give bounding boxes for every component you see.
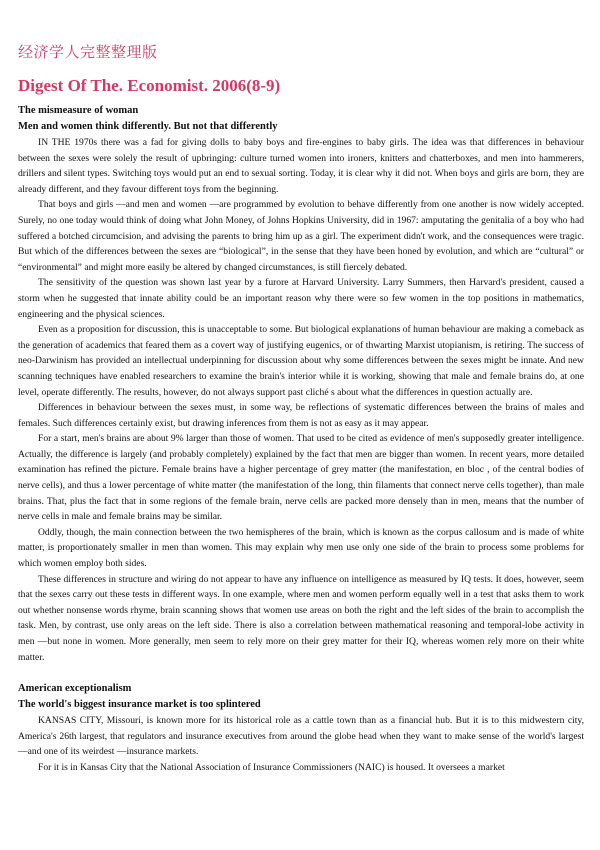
paragraph: These differences in structure and wiring do not appear to have any influence on intelligence as measured by IQ tests. It does, however, seem that the sexes carry out these tests in different ways. In one example, where men and women perform equally well in a test that asks them to work out whether nonsense words rhyme, brain scanning shows that women use areas on both the right and the left sides of the brain to accomplish the task. Men, by contrast, use only areas on the left side. There is also a correlation between mathematical reasoning and temporal-lobe activity in men —but none in women. More generally, men seem to rely more on their grey matter for their IQ, whereas women rely more on their white matter. <box>18 573 584 663</box>
section-gap <box>18 665 584 681</box>
paragraph: Differences in behaviour between the sexes must, in some way, be reflections of systematic differences between the brains of males and females. Such differences certainly exist, but drawing inferences from them is not as easy as it may appear. <box>18 402 584 429</box>
paragraph: That boys and girls —and men and women —are programmed by evolution to behave differently from one another is now widely accepted. Surely, no one today would think of doing what John Money, of Johns Hopkins University, did in 1967: amputating the genitalia of a boy who had suffered a botched circumcision, and advising the parents to bring him up as a girl. The experiment didn't work, and the consequences were tragic. But which of the differences between the sexes are “biological”, in the sense that they have been honed by evolution, and which are “cultural” or “environmental” and might more easily be altered by changed circumstances, is still fiercely debated. <box>18 199 584 273</box>
digest-title: Digest Of The. Economist. 2006(8-9) <box>18 76 281 95</box>
paragraph: The sensitivity of the question was shown last year by a furore at Harvard University. Larry Summers, then Harvard's president, caused a storm when he suggested that innate ability could be an important reason why there were so few women in the top positions in mathematics, engineering and the physical sciences. <box>18 277 584 320</box>
article-2-subtitle: The world's biggest insurance market is too splintered <box>18 699 261 711</box>
article-1-title: The mismeasure of woman <box>18 105 139 116</box>
article-1-subtitle: Men and women think differently. But not that differently <box>18 121 278 132</box>
article-body <box>18 103 584 776</box>
paragraph: Even as a proposition for discussion, this is unacceptable to some. But biological explanations of human behaviour are making a comeback as the generation of academics that feared them as a covert way of justifying eugenics, or of thwarting Marxist utopianism, is retiring. The success of neo-Darwinism has provided an intellectual underpinning for discussion about why some differences between the sexes might be innate. And new scanning techniques have enabled researchers to examine the brain's interior while it is working, showing that male and female brains do, at one level, operate differently. The results, however, do not always support past cliché s about what the differences in question actually are. <box>18 324 584 398</box>
paragraph: For a start, men's brains are about 9% larger than those of women. That used to be cited as evidence of men's supposedly greater intelligence. Actually, the difference is largely (and probably completely) explained by the fact that men are bigger than women. In recent years, more detailed examination has refined the picture. Female brains have a higher percentage of grey matter (the manifestation, en bloc , of the central bodies of nerve cells), and thus a lower percentage of white matter (the manifestation of the long, thin filaments that connect nerve cells together), than male brains. That, plus the fact that in some regions of the female brain, nerve cells are packed more densely than in men, means that the number of nerve cells in male and female brains may be similar. <box>18 433 584 523</box>
brand-header: 经济学人完整整理版 <box>18 43 158 61</box>
paragraph: For it is in Kansas City that the National Association of Insurance Commissioners (NAIC) is housed. It oversees a market <box>38 761 505 773</box>
article-2-title: American exceptionalism <box>18 683 132 695</box>
paragraph: IN THE 1970s there was a fad for giving dolls to baby boys and fire-engines to baby girls. The idea was that differences in behaviour between the sexes were solely the result of upbringing: culture turned women into ironers, knitters and chatterboxes, and men into hammerers, drillers and silent types. Switching toys would put an end to sexual sorting. Today, it is clear why it did not. When boys and girls are born, they are already different, and they favour different toys from the beginning. <box>18 137 584 195</box>
paragraph: KANSAS CITY, Missouri, is known more for its historical role as a cattle town than as a financial hub. But it is to this midwestern city, America's 26th largest, that regulators and insurance executives from around the globe head when they want to make sense of the world's largest —and one of its weirdest —insurance markets. <box>18 715 584 758</box>
paragraph: Oddly, though, the main connection between the two hemispheres of the brain, which is known as the corpus callosum and is made of white matter, is proportionately smaller in men than women. This may explain why men use only one side of the brain to process some problems for which women employ both sides. <box>18 526 584 570</box>
